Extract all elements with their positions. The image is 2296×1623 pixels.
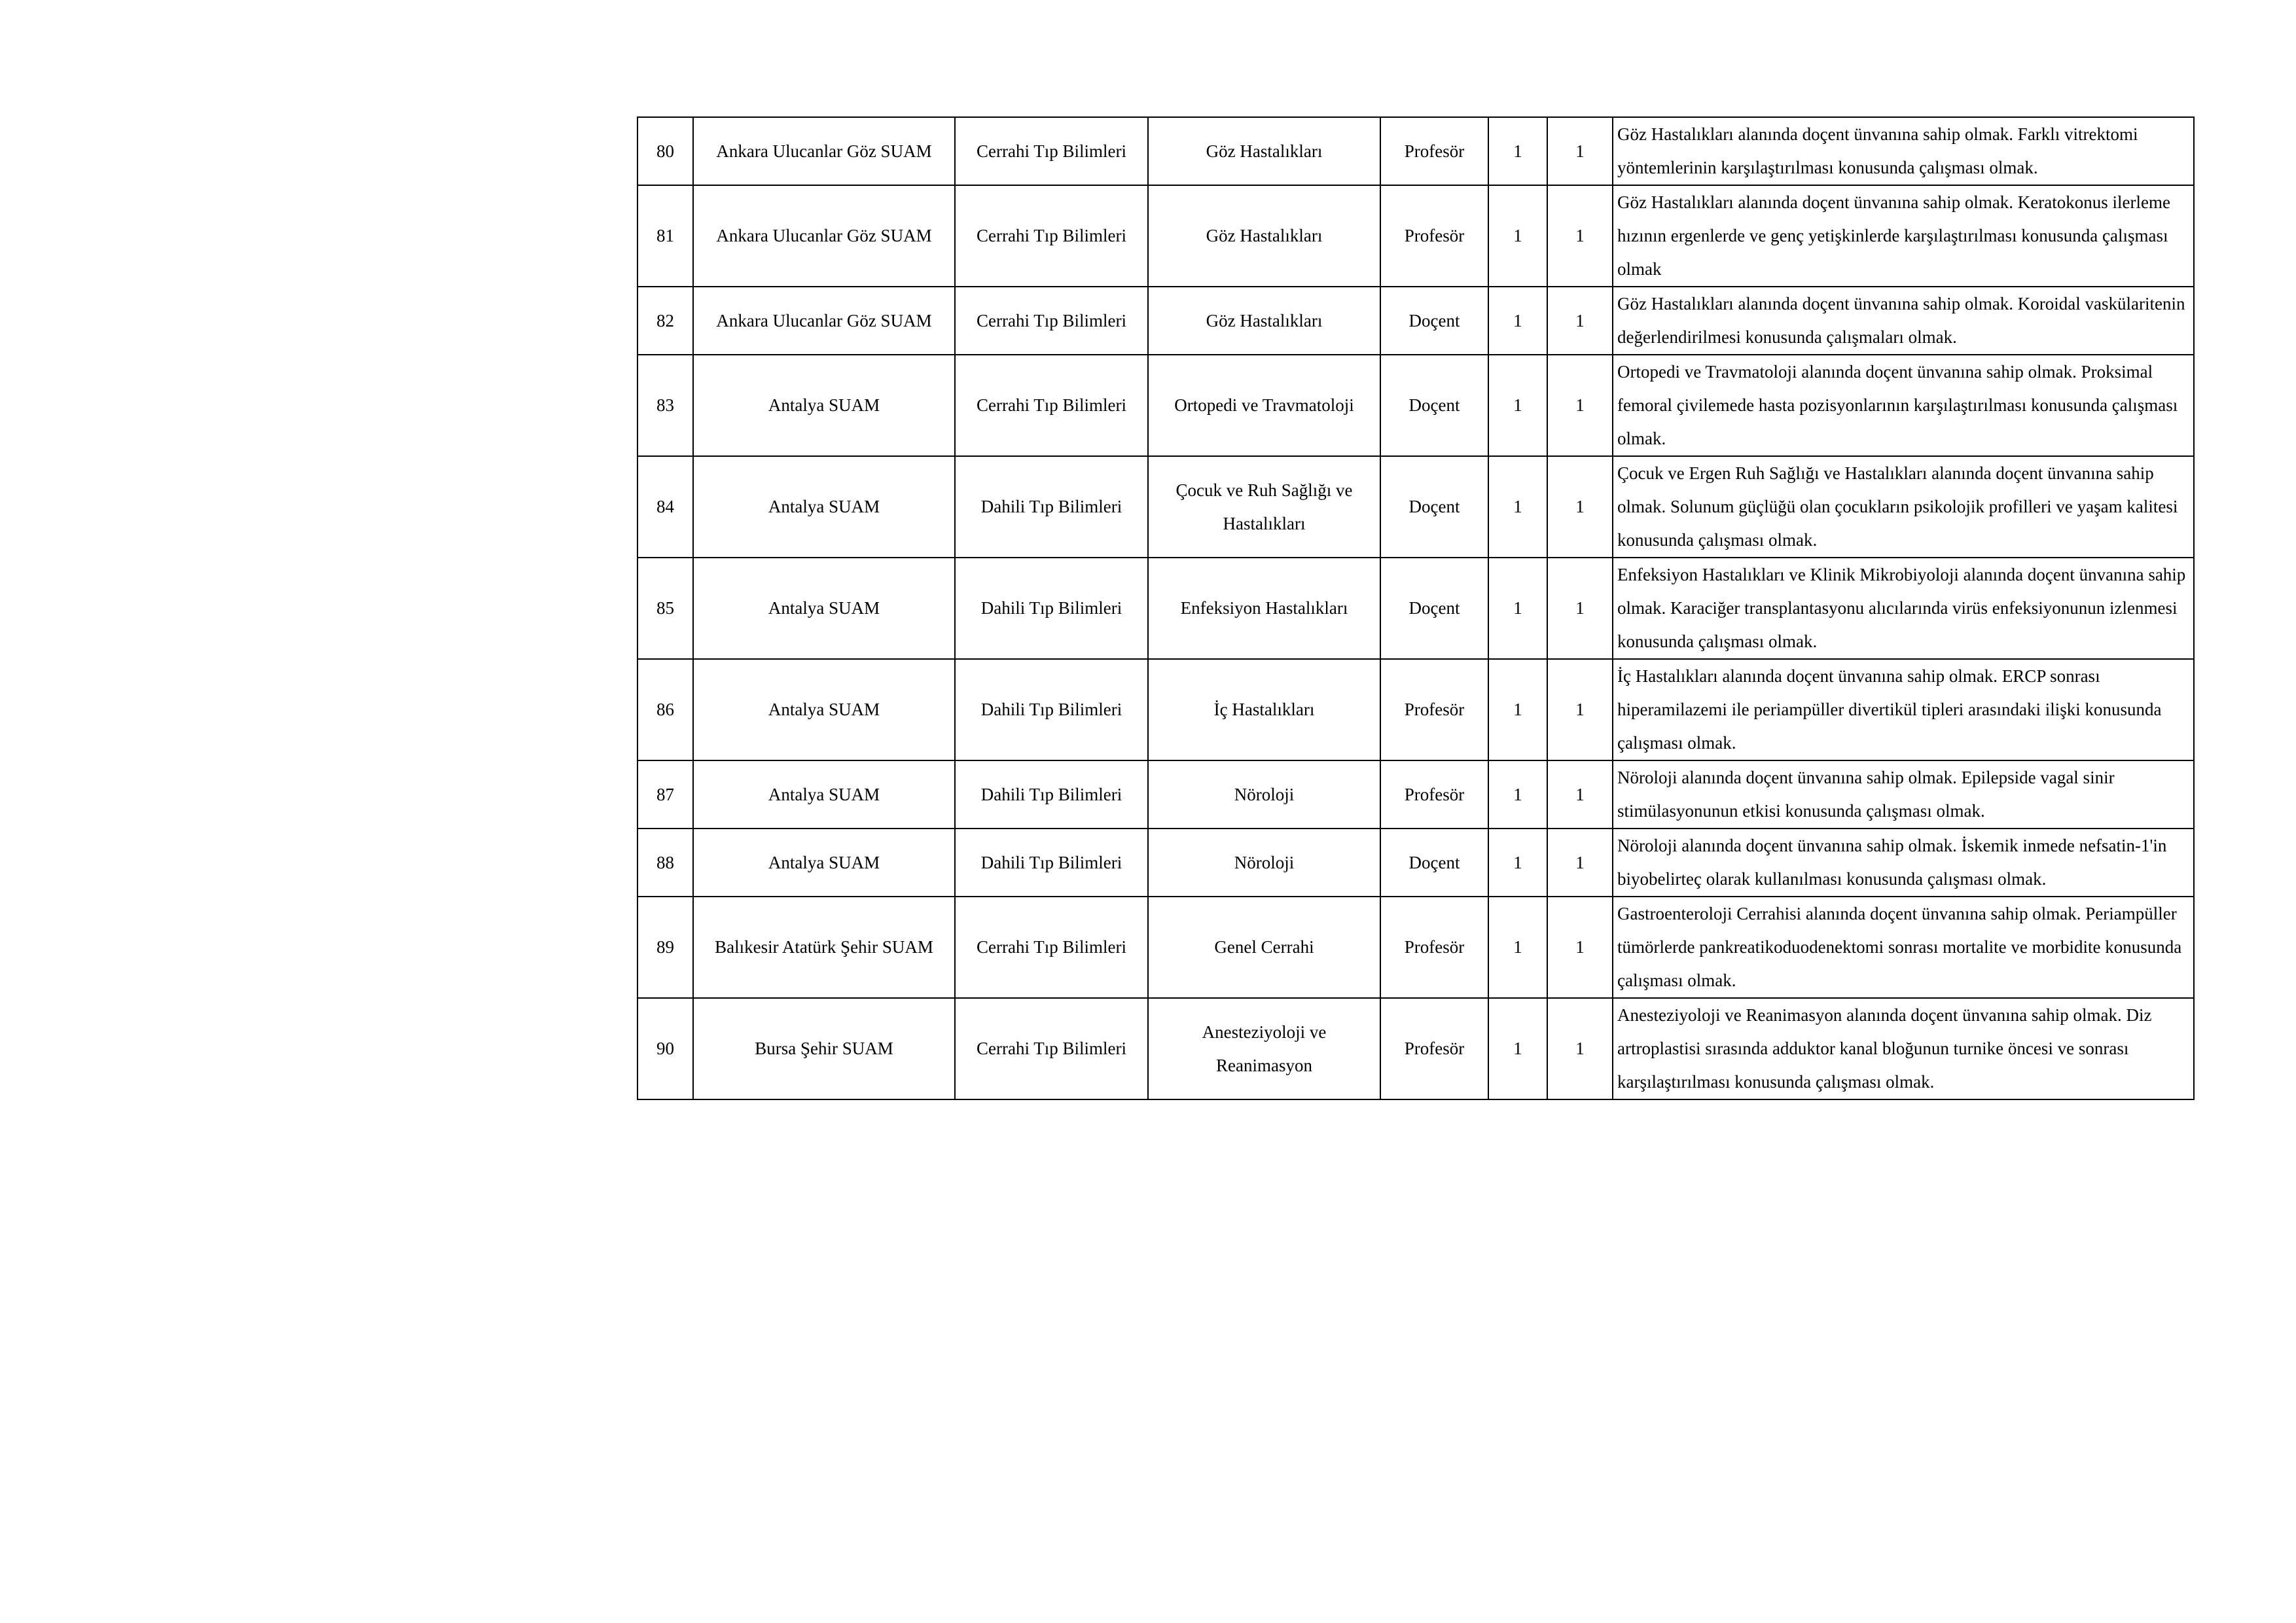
table-row [637, 456, 2194, 558]
requirement-cell: Ortopedi ve Travmatoloji alanında doçent ünvanına sahip olmak. Proksimal femoral çivilemede hasta pozisyonlarının karşılaştırılması konusunda çalışması olmak. [1613, 355, 2194, 456]
count-cell: 1 [1547, 760, 1613, 829]
positions-table [637, 116, 2195, 1100]
requirement-cell: Göz Hastalıkları alanında doçent ünvanına sahip olmak. Koroidal vaskülaritenin değerlendirilmesi konusunda çalışmaları olmak. [1613, 287, 2194, 355]
institution-cell: Bursa Şehir SUAM [693, 998, 955, 1099]
count-cell: 1 [1547, 185, 1613, 287]
title-cell: Profesör [1380, 897, 1488, 998]
field-cell: Dahili Tıp Bilimleri [955, 659, 1148, 760]
requirement-cell: Nöroloji alanında doçent ünvanına sahip olmak. Epilepside vagal sinir stimülasyonunun etkisi konusunda çalışması olmak. [1613, 760, 2194, 829]
title-cell: Doçent [1380, 558, 1488, 659]
field-cell: Cerrahi Tıp Bilimleri [955, 287, 1148, 355]
table-row [637, 897, 2194, 998]
institution-cell: Antalya SUAM [693, 760, 955, 829]
title-cell: Profesör [1380, 117, 1488, 185]
table-row [637, 287, 2194, 355]
count-cell: 1 [1488, 355, 1547, 456]
requirement-cell: Anesteziyoloji ve Reanimasyon alanında doçent ünvanına sahip olmak. Diz artroplastisi sırasında adduktor kanal bloğunun turnike öncesi ve sonrası karşılaştırılması konusunda çalışması olmak. [1613, 998, 2194, 1099]
institution-cell: Antalya SUAM [693, 456, 955, 558]
title-cell: Doçent [1380, 355, 1488, 456]
table-row [637, 185, 2194, 287]
requirement-cell: Göz Hastalıkları alanında doçent ünvanına sahip olmak. Keratokonus ilerleme hızının ergenlerde ve genç yetişkinlerde karşılaştırılması konusunda çalışması olmak [1613, 185, 2194, 287]
row-number: 88 [637, 829, 693, 897]
requirement-cell: İç Hastalıkları alanında doçent ünvanına sahip olmak. ERCP sonrası hiperamilazemi ile periampüller divertikül tipleri arasındaki ilişki konusunda çalışması olmak. [1613, 659, 2194, 760]
department-cell: Çocuk ve Ruh Sağlığı ve Hastalıkları [1148, 456, 1380, 558]
row-number: 80 [637, 117, 693, 185]
table-row [637, 117, 2194, 185]
field-cell: Cerrahi Tıp Bilimleri [955, 897, 1148, 998]
row-number: 89 [637, 897, 693, 998]
count-cell: 1 [1488, 456, 1547, 558]
department-cell: Genel Cerrahi [1148, 897, 1380, 998]
row-number: 86 [637, 659, 693, 760]
row-number: 84 [637, 456, 693, 558]
department-cell: Göz Hastalıkları [1148, 185, 1380, 287]
table-row [637, 760, 2194, 829]
field-cell: Dahili Tıp Bilimleri [955, 760, 1148, 829]
count-cell: 1 [1488, 829, 1547, 897]
title-cell: Doçent [1380, 456, 1488, 558]
title-cell: Profesör [1380, 185, 1488, 287]
count-cell: 1 [1488, 185, 1547, 287]
department-cell: Göz Hastalıkları [1148, 117, 1380, 185]
table-row [637, 829, 2194, 897]
count-cell: 1 [1547, 897, 1613, 998]
department-cell: Göz Hastalıkları [1148, 287, 1380, 355]
table-row [637, 355, 2194, 456]
institution-cell: Antalya SUAM [693, 659, 955, 760]
institution-cell: Antalya SUAM [693, 558, 955, 659]
institution-cell: Ankara Ulucanlar Göz SUAM [693, 287, 955, 355]
department-cell: Anesteziyoloji ve Reanimasyon [1148, 998, 1380, 1099]
requirement-cell: Göz Hastalıkları alanında doçent ünvanına sahip olmak. Farklı vitrektomi yöntemlerinin karşılaştırılması konusunda çalışması olmak. [1613, 117, 2194, 185]
title-cell: Profesör [1380, 998, 1488, 1099]
institution-cell: Ankara Ulucanlar Göz SUAM [693, 185, 955, 287]
row-number: 81 [637, 185, 693, 287]
count-cell: 1 [1547, 117, 1613, 185]
count-cell: 1 [1547, 659, 1613, 760]
field-cell: Cerrahi Tıp Bilimleri [955, 355, 1148, 456]
count-cell: 1 [1488, 998, 1547, 1099]
row-number: 85 [637, 558, 693, 659]
department-cell: Nöroloji [1148, 760, 1380, 829]
count-cell: 1 [1488, 659, 1547, 760]
department-cell: İç Hastalıkları [1148, 659, 1380, 760]
department-cell: Ortopedi ve Travmatoloji [1148, 355, 1380, 456]
count-cell: 1 [1488, 897, 1547, 998]
field-cell: Dahili Tıp Bilimleri [955, 456, 1148, 558]
row-number: 82 [637, 287, 693, 355]
count-cell: 1 [1488, 117, 1547, 185]
table-body [637, 117, 2194, 1099]
count-cell: 1 [1547, 998, 1613, 1099]
requirement-cell: Enfeksiyon Hastalıkları ve Klinik Mikrobiyoloji alanında doçent ünvanına sahip olmak. Karaciğer transplantasyonu alıcılarında virüs enfeksiyonunun izlenmesi konusunda çalışması olmak. [1613, 558, 2194, 659]
count-cell: 1 [1488, 287, 1547, 355]
count-cell: 1 [1547, 456, 1613, 558]
requirement-cell: Gastroenteroloji Cerrahisi alanında doçent ünvanına sahip olmak. Periampüller tümörlerde pankreatikoduodenektomi sonrası mortalite ve morbidite konusunda çalışması olmak. [1613, 897, 2194, 998]
department-cell: Nöroloji [1148, 829, 1380, 897]
count-cell: 1 [1488, 558, 1547, 659]
title-cell: Doçent [1380, 287, 1488, 355]
count-cell: 1 [1547, 558, 1613, 659]
requirement-cell: Çocuk ve Ergen Ruh Sağlığı ve Hastalıkları alanında doçent ünvanına sahip olmak. Solunum güçlüğü olan çocukların psikolojik profilleri ve yaşam kalitesi konusunda çalışması olmak. [1613, 456, 2194, 558]
institution-cell: Antalya SUAM [693, 829, 955, 897]
count-cell: 1 [1547, 355, 1613, 456]
count-cell: 1 [1547, 829, 1613, 897]
requirement-cell: Nöroloji alanında doçent ünvanına sahip olmak. İskemik inmede nefsatin-1'in biyobelirteç olarak kullanılması konusunda çalışması olmak. [1613, 829, 2194, 897]
title-cell: Profesör [1380, 760, 1488, 829]
field-cell: Cerrahi Tıp Bilimleri [955, 998, 1148, 1099]
institution-cell: Balıkesir Atatürk Şehir SUAM [693, 897, 955, 998]
table-row [637, 998, 2194, 1099]
field-cell: Cerrahi Tıp Bilimleri [955, 185, 1148, 287]
institution-cell: Antalya SUAM [693, 355, 955, 456]
table-row [637, 558, 2194, 659]
row-number: 83 [637, 355, 693, 456]
title-cell: Profesör [1380, 659, 1488, 760]
field-cell: Cerrahi Tıp Bilimleri [955, 117, 1148, 185]
institution-cell: Ankara Ulucanlar Göz SUAM [693, 117, 955, 185]
table-row [637, 659, 2194, 760]
row-number: 87 [637, 760, 693, 829]
count-cell: 1 [1488, 760, 1547, 829]
title-cell: Doçent [1380, 829, 1488, 897]
field-cell: Dahili Tıp Bilimleri [955, 558, 1148, 659]
department-cell: Enfeksiyon Hastalıkları [1148, 558, 1380, 659]
count-cell: 1 [1547, 287, 1613, 355]
field-cell: Dahili Tıp Bilimleri [955, 829, 1148, 897]
row-number: 90 [637, 998, 693, 1099]
